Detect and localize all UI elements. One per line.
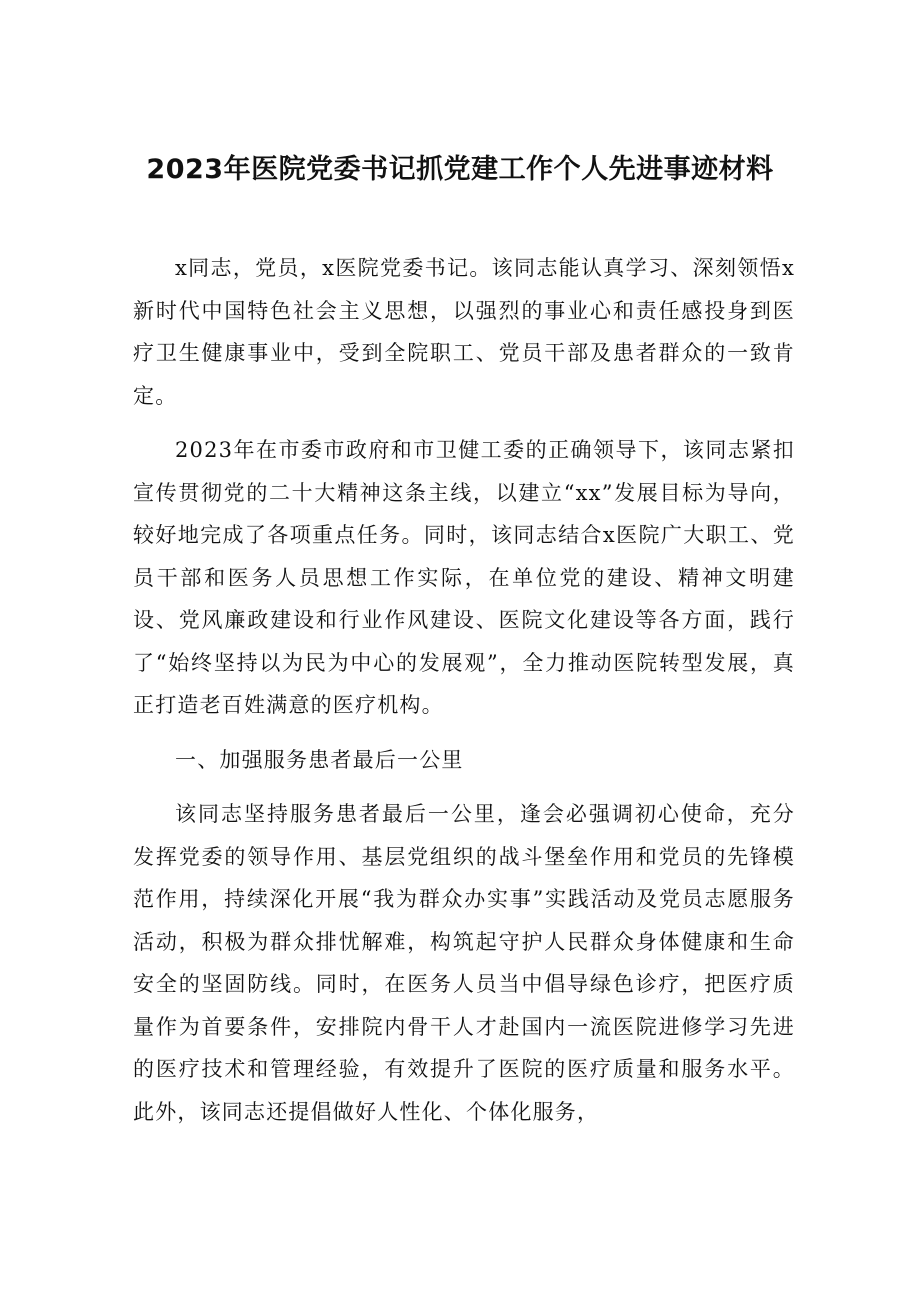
section-heading-1: 一、加强服务患者最后一公里	[175, 747, 464, 772]
paragraph-overview: 2023年在市委市政府和市卫健工委的正确领导下，该同志紧扣宣传贯彻党的二十大精神这条主线，以建立“xx”发展目标为导向，较好地完成了各项重点任务。同时，该同志结合x医院广大职工、党员干部和医务人员思想工作实际，在单位党的建设、精神文明建设、党风廉政建设和行业作风建设、医院文化建设等各方面，践行了“始终坚持以为民为中心的发展观”，全力推动医院转型发展，真正打造老百姓满意的医疗机构。	[133, 438, 795, 717]
paragraph-section-1: 该同志坚持服务患者最后一公里，逢会必强调初心使命，充分发挥党委的领导作用、基层党组织的战斗堡垒作用和党员的先锋模范作用，持续深化开展“我为群众办实事”实践活动及党员志愿服务活动，积极为群众排忧解难，构筑起守护人民群众身体健康和生命安全的坚固防线。同时，在医务人员当中倡导绿色诊疗，把医疗质量作为首要条件，安排院内骨干人才赴国内一流医院进修学习先进的医疗技术和管理经验，有效提升了医院的医疗质量和服务水平。此外，该同志还提倡做好人性化、个体化服务，	[133, 802, 795, 1124]
document-title: 2023年医院党委书记抓党建工作个人先进事迹材料	[146, 154, 774, 185]
paragraph-intro: x同志，党员，x医院党委书记。该同志能认真学习、深刻领悟x新时代中国特色社会主义思想，以强烈的事业心和责任感投身到医疗卫生健康事业中，受到全院职工、党员干部及患者群众的一致肯定。	[133, 256, 795, 408]
document-body	[133, 247, 795, 1145]
